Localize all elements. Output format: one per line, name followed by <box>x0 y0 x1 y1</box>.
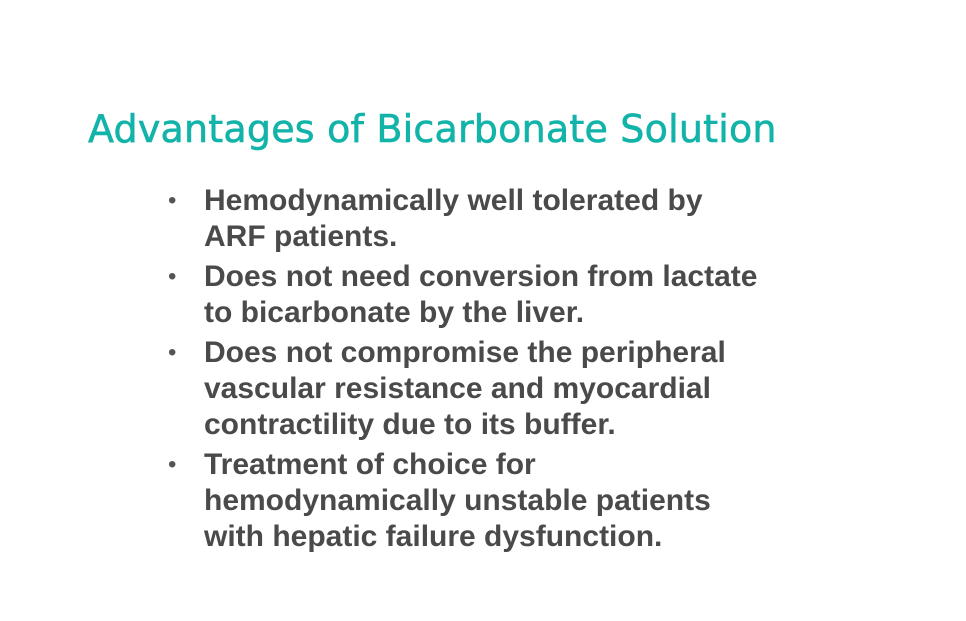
bullet-item <box>160 447 860 555</box>
bullet-icon: • <box>168 187 177 214</box>
bullet-icon: • <box>168 339 177 366</box>
bullet-text: Does not need conversion from lactate to bicarbonate by the liver. <box>204 260 758 329</box>
bullet-item <box>160 183 860 255</box>
bullet-item <box>160 259 860 331</box>
bullet-text: Treatment of choice for hemodynamically unstable patients with hepatic failure dysfunction. <box>204 448 711 553</box>
bullet-text: Does not compromise the peripheral vascular resistance and myocardial contractility due to its buffer. <box>204 336 726 441</box>
bullet-item <box>160 335 860 443</box>
slide-title: Advantages of Bicarbonate Solution <box>88 107 777 151</box>
bullet-text: Hemodynamically well tolerated by ARF patients. <box>204 184 703 253</box>
bullet-icon: • <box>168 263 177 290</box>
bullet-icon: • <box>168 451 177 478</box>
bullet-list <box>160 183 860 559</box>
